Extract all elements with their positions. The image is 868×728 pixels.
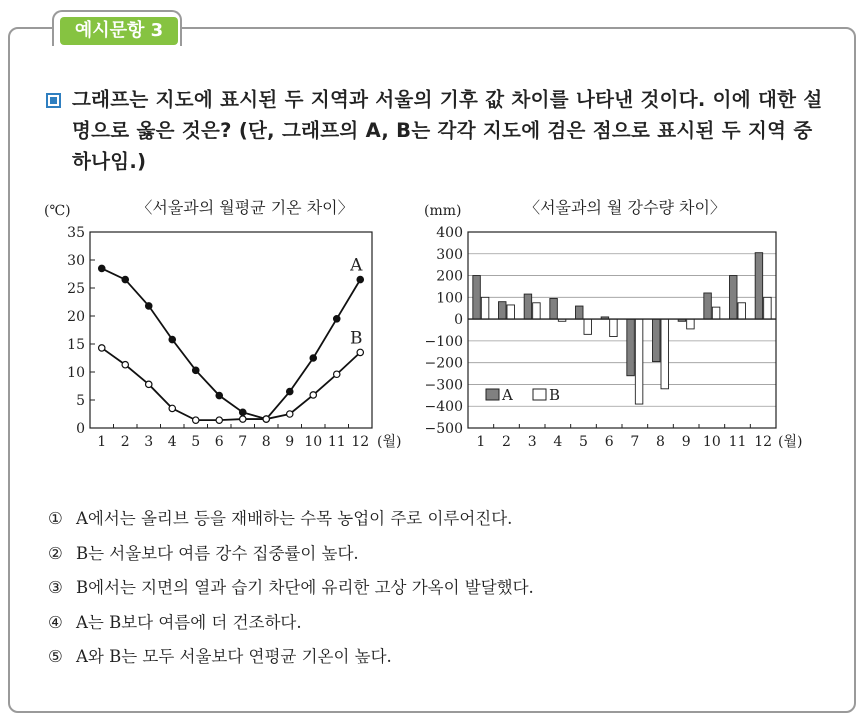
temp-point-a xyxy=(334,316,340,322)
precip-bar-b xyxy=(712,307,720,319)
temp-point-b xyxy=(99,345,105,351)
question-marker-icon xyxy=(46,93,61,108)
precip-x-tick-label: 8 xyxy=(656,434,665,450)
precip-bar-a xyxy=(653,319,661,361)
precip-bar-a xyxy=(499,302,507,319)
temp-x-tick-label: 10 xyxy=(304,434,323,450)
temp-series-line-a xyxy=(102,268,361,419)
precip-legend xyxy=(486,386,560,404)
precip-bar-b xyxy=(661,319,669,389)
temp-y-unit: (℃) xyxy=(44,203,71,219)
precip-y-tick-label: 0 xyxy=(454,312,463,329)
precip-bar-a xyxy=(576,306,584,319)
precip-x-tick-label: 7 xyxy=(630,434,640,450)
precip-x-tick-label: 2 xyxy=(502,434,511,450)
precip-x-tick-label: 3 xyxy=(527,434,537,450)
precip-x-tick-label: 9 xyxy=(681,434,691,450)
precip-bar-a xyxy=(550,298,558,319)
temp-x-tick-label: 2 xyxy=(120,434,130,450)
temp-y-tick-label: 20 xyxy=(67,309,85,325)
precip-y-tick-label: 100 xyxy=(436,290,463,307)
precip-y-tick-label: −100 xyxy=(424,333,463,350)
temp-chart-title: 〈서울과의 월평균 기온 차이〉 xyxy=(136,198,354,217)
precip-y-tick-label: −400 xyxy=(424,399,463,416)
temp-y-tick-label: 25 xyxy=(67,281,85,297)
temp-point-b xyxy=(263,416,269,422)
temp-point-b xyxy=(122,362,128,368)
temp-point-a xyxy=(146,303,152,309)
precip-plot-frame xyxy=(468,232,776,428)
precip-bar-b xyxy=(584,319,592,334)
item-badge: 예시문항 3 xyxy=(60,17,178,45)
precip-bar-b xyxy=(764,297,772,319)
temp-point-b xyxy=(357,349,363,355)
legend-swatch-b xyxy=(533,389,546,400)
legend-label-a: A xyxy=(502,386,513,404)
precip-bar-a xyxy=(627,319,635,376)
temp-y-tick-label: 5 xyxy=(76,393,85,409)
legend-swatch-a xyxy=(486,389,499,400)
temp-point-a xyxy=(357,276,363,282)
precip-bar-b xyxy=(687,319,695,329)
precip-bar-b xyxy=(610,319,618,336)
temp-series-label-a: A xyxy=(350,255,363,276)
choice-4[interactable]: ④ A는 B보다 여름에 더 건조하다. xyxy=(48,612,302,632)
precip-x-unit: (월) xyxy=(778,434,803,450)
temp-point-b xyxy=(287,411,293,417)
temp-x-tick-label: 3 xyxy=(144,434,154,450)
choice-5[interactable]: ⑤ A와 B는 모두 서울보다 연평균 기온이 높다. xyxy=(48,647,392,666)
precip-y-tick-label: −200 xyxy=(424,355,463,372)
question-text: 그래프는 지도에 표시된 두 지역과 서울의 기후 값 차이를 나타낸 것이다. 이에 대한 설명으로 옳은 것은? (단, 그래프의 A, B는 각각 지도에 검은 점으로 표시된 두 지역 중 하나임.) xyxy=(72,88,823,173)
temp-point-a xyxy=(240,409,246,415)
temp-x-tick-label: 1 xyxy=(97,434,107,450)
precip-bar-a xyxy=(755,253,763,319)
precip-bar-a xyxy=(704,293,712,319)
temp-y-tick-label: 10 xyxy=(67,365,85,381)
temp-x-tick-label: 12 xyxy=(351,434,370,450)
temp-series-line-b xyxy=(102,348,361,420)
precip-x-tick-label: 12 xyxy=(754,434,773,450)
precip-y-tick-label: −500 xyxy=(424,421,463,437)
precip-y-tick-label: 400 xyxy=(436,225,463,241)
temp-point-b xyxy=(334,371,340,377)
precip-bar-a xyxy=(730,276,738,320)
temp-point-a xyxy=(169,336,175,342)
temp-point-b xyxy=(146,381,152,387)
precip-x-tick-label: 11 xyxy=(728,434,747,450)
precip-x-tick-label: 1 xyxy=(476,434,486,450)
temp-point-b xyxy=(216,417,222,423)
temp-point-a xyxy=(310,355,316,361)
temp-point-a xyxy=(122,276,128,282)
precip-bar-b xyxy=(635,319,643,404)
legend-label-b: B xyxy=(549,386,561,404)
temp-point-b xyxy=(240,416,246,422)
temp-y-tick-label: 35 xyxy=(67,225,85,241)
precip-x-tick-label: 10 xyxy=(702,434,721,450)
precip-bar-b xyxy=(481,297,488,319)
precip-bar-a xyxy=(473,276,481,320)
precip-y-tick-label: 300 xyxy=(436,246,463,263)
precip-bar-b xyxy=(533,303,541,319)
choice-2[interactable]: ② B는 서울보다 여름 강수 집중률이 높다. xyxy=(48,543,359,563)
temp-point-a xyxy=(193,367,199,373)
temp-x-tick-label: 11 xyxy=(327,434,346,450)
choice-1[interactable]: ① A에서는 올리브 등을 재배하는 수목 농업이 주로 이루어진다. xyxy=(48,509,513,528)
precip-x-tick-label: 4 xyxy=(553,434,563,450)
temp-x-unit: (월) xyxy=(377,434,402,450)
precip-x-tick-label: 5 xyxy=(579,434,588,450)
precipitation-difference-chart xyxy=(420,192,830,462)
precip-bar-a xyxy=(524,294,532,319)
precip-bar-b xyxy=(507,305,515,319)
precip-x-tick-label: 6 xyxy=(604,434,614,450)
precip-y-tick-label: −300 xyxy=(424,377,463,394)
temp-point-a xyxy=(216,392,222,398)
temp-x-tick-label: 5 xyxy=(191,434,201,450)
precip-chart-title: 〈서울과의 월 강수량 차이〉 xyxy=(524,198,726,217)
temp-x-tick-label: 7 xyxy=(238,434,248,450)
temp-point-a xyxy=(287,388,293,394)
temp-x-tick-label: 9 xyxy=(285,434,295,450)
temp-point-b xyxy=(310,392,316,398)
temp-point-b xyxy=(169,405,175,411)
choice-3[interactable]: ③ B에서는 지면의 열과 습기 차단에 유리한 고상 가옥이 발달했다. xyxy=(48,578,534,597)
temp-y-tick-label: 0 xyxy=(76,421,85,437)
temp-y-tick-label: 30 xyxy=(67,253,85,269)
temp-point-a xyxy=(99,265,105,271)
temp-series-label-b: B xyxy=(350,328,363,349)
temp-point-b xyxy=(193,417,199,423)
answer-choices xyxy=(48,502,534,675)
temp-x-tick-label: 4 xyxy=(167,434,177,450)
temp-x-tick-label: 6 xyxy=(214,434,224,450)
temp-x-tick-label: 8 xyxy=(261,434,271,450)
temp-y-tick-label: 15 xyxy=(67,337,85,353)
precip-bar-b xyxy=(738,303,746,319)
precip-y-tick-label: 200 xyxy=(436,268,463,285)
temperature-difference-chart xyxy=(40,192,420,462)
precip-y-unit: (mm) xyxy=(424,203,462,219)
